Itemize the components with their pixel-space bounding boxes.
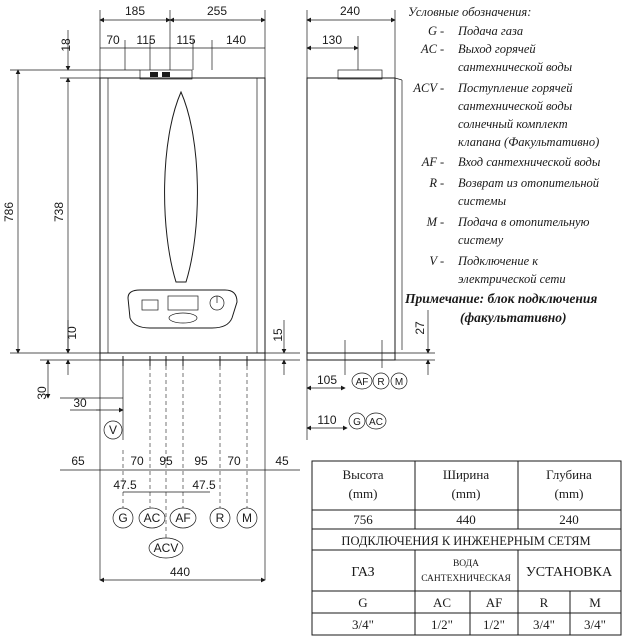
label-acv: ACV: [153, 541, 179, 555]
dim-70-b: 70: [227, 454, 241, 468]
svg-text:систему: систему: [458, 233, 504, 247]
code-af: AF: [485, 595, 503, 610]
svg-text:Поступление горячей: Поступление горячей: [458, 81, 573, 95]
dim-45: 45: [275, 454, 289, 468]
group-water-bottom: САНТЕХНИЧЕСКАЯ: [421, 574, 511, 584]
size-g: 3/4": [352, 617, 374, 632]
dim-130: 130: [321, 33, 343, 47]
code-r: R: [539, 595, 549, 610]
dim-255: 255: [206, 4, 228, 18]
svg-text:-: -: [440, 215, 445, 229]
legend-code-v: V: [429, 254, 437, 268]
legend-title: Условные обозначения:: [408, 5, 532, 19]
dim-738: 738: [52, 201, 66, 223]
legend: [404, 5, 601, 325]
dim-105: 105: [316, 373, 338, 387]
group-install: УСТАНОВКА: [525, 565, 613, 580]
dim-47-5-b: 47.5: [192, 478, 216, 492]
svg-text:(mm): (mm): [348, 486, 378, 501]
connection-labels: [113, 508, 257, 558]
svg-text:(mm): (mm): [451, 486, 481, 501]
svg-text:Подключение к: Подключение к: [458, 254, 539, 268]
dim-30-v: 30: [73, 396, 87, 410]
code-g: G: [358, 595, 368, 610]
display: [168, 296, 198, 310]
label-r: R: [215, 511, 225, 525]
label-m: M: [242, 511, 252, 525]
dim-240: 240: [339, 4, 361, 18]
svg-text:Возврат из отопительной: Возврат из отопительной: [458, 176, 600, 190]
group-gas: ГАЗ: [351, 565, 375, 580]
legend-code-ac: AC: [421, 42, 437, 56]
label-g: G: [118, 511, 128, 525]
section-title: ПОДКЛЮЧЕНИЯ К ИНЖЕНЕРНЫМ СЕТЯМ: [341, 534, 591, 548]
legend-code-m: M: [426, 215, 437, 229]
dim-15: 15: [271, 328, 285, 342]
svg-text:электрической сети: электрической сети: [458, 272, 566, 286]
svg-text:Выход горячей: Выход горячей: [458, 42, 536, 56]
svg-text:Вход сантехнической воды: Вход сантехнической воды: [458, 155, 601, 169]
dim-440: 440: [169, 565, 191, 579]
svg-text:клапана (Факультативно): клапана (Факультативно): [458, 135, 600, 149]
v-label: V: [108, 423, 118, 437]
svg-text:(mm): (mm): [554, 486, 584, 501]
svg-text:R: R: [377, 377, 385, 388]
dim-115-a: 115: [136, 33, 156, 47]
label-af: AF: [175, 511, 191, 525]
dim-65: 65: [71, 454, 85, 468]
dim-95-b: 95: [194, 454, 208, 468]
side-labels-105: [352, 373, 407, 389]
svg-text:сантехнической воды: сантехнической воды: [458, 99, 573, 113]
td-depth: 240: [559, 512, 579, 527]
svg-text:AC: AC: [369, 417, 383, 428]
svg-text:AF: AF: [355, 377, 369, 388]
boiler-front-outline: [100, 78, 265, 353]
dim-110: 110: [317, 413, 337, 427]
size-ac: 1/2": [431, 617, 453, 632]
boiler-side-outline: [307, 78, 395, 353]
svg-text:-: -: [440, 24, 445, 38]
th-width: Ширина: [442, 467, 490, 482]
legend-code-g: G: [427, 24, 437, 38]
label-ac: AC: [143, 511, 161, 525]
legend-note-1: Примечание: блок подключения: [405, 291, 598, 306]
side-labels-110: [349, 413, 386, 429]
code-m: M: [589, 595, 601, 610]
svg-text:-: -: [440, 81, 445, 95]
dim-115-b: 115: [176, 33, 196, 47]
dim-30-left: 30: [35, 386, 49, 400]
svg-text:-: -: [440, 254, 445, 268]
dim-10: 10: [65, 326, 79, 340]
dim-786: 786: [2, 201, 16, 223]
connections-table: [312, 461, 621, 635]
dim-18: 18: [59, 38, 73, 52]
size-r: 3/4": [533, 617, 555, 632]
size-m: 3/4": [584, 617, 606, 632]
td-width: 440: [456, 512, 476, 527]
dim-95-a: 95: [159, 454, 173, 468]
dim-140: 140: [225, 33, 247, 47]
svg-text:сантехнической воды: сантехнической воды: [458, 60, 573, 74]
group-water-top: ВОДА: [452, 559, 480, 569]
th-depth: Глубина: [546, 467, 592, 482]
front-view: [2, 4, 300, 580]
svg-text:Подача в отопительную: Подача в отопительную: [458, 215, 590, 229]
dim-70-top: 70: [106, 33, 120, 47]
legend-code-r: R: [429, 176, 437, 190]
side-view: [307, 4, 435, 440]
td-height: 756: [353, 512, 373, 527]
dim-70-a: 70: [130, 454, 144, 468]
legend-code-acv: ACV: [413, 81, 437, 95]
dim-185: 185: [124, 4, 146, 18]
size-af: 1/2": [483, 617, 505, 632]
th-height: Высота: [342, 467, 384, 482]
svg-text:-: -: [440, 155, 445, 169]
svg-text:-: -: [440, 176, 445, 190]
dim-27: 27: [413, 321, 427, 335]
dim-47-5-a: 47.5: [113, 478, 137, 492]
front-panel-decor: [165, 92, 198, 282]
svg-text:G: G: [353, 417, 361, 428]
legend-note-2: (факультативно): [460, 310, 567, 325]
code-ac: AC: [432, 595, 452, 610]
svg-text:солнечный комплект: солнечный комплект: [458, 117, 568, 131]
svg-text:M: M: [394, 377, 404, 388]
svg-text:-: -: [440, 42, 445, 56]
legend-code-af: AF: [421, 155, 437, 169]
svg-text:Подача газа: Подача газа: [458, 24, 524, 38]
svg-text:системы: системы: [458, 194, 507, 208]
